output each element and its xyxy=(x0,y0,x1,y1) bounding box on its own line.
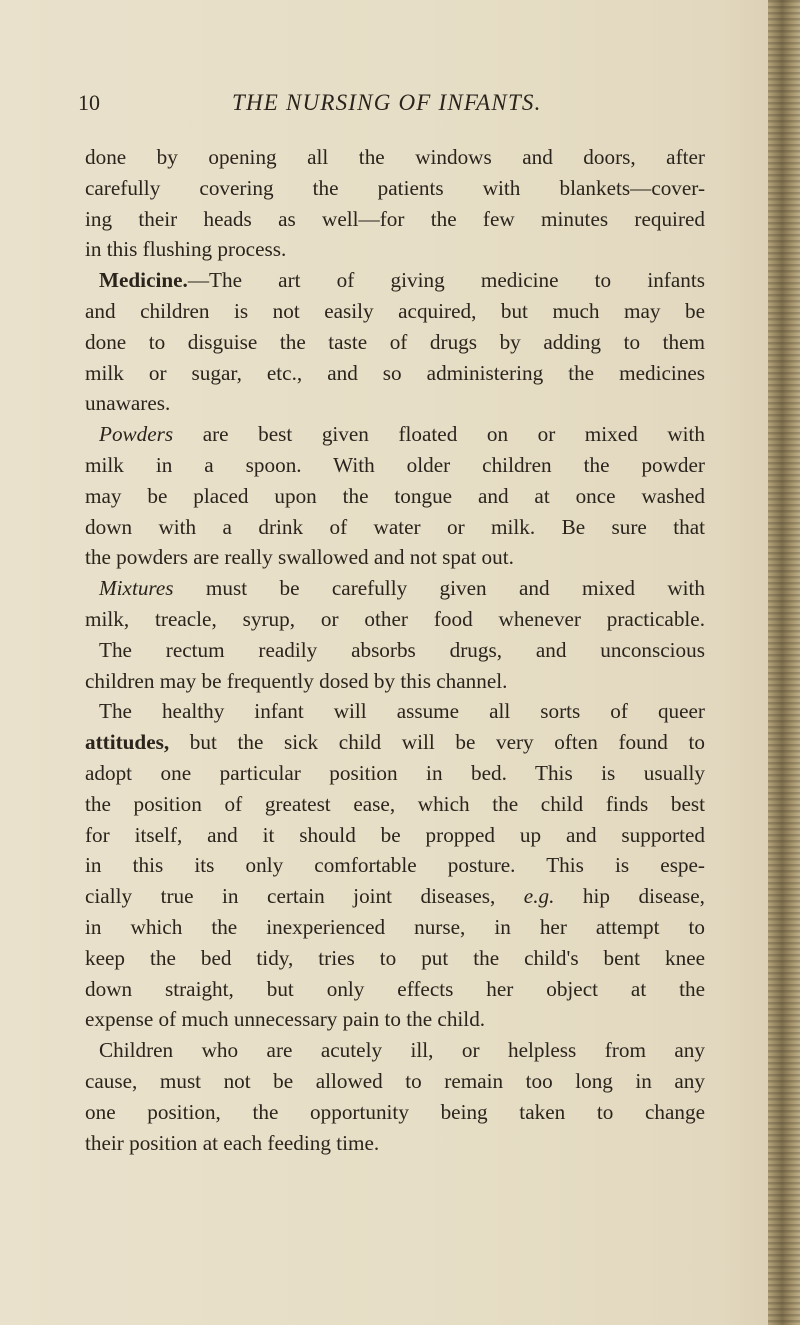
paragraph-mixtures: Mixtures must be carefully given and mixed with xyxy=(99,576,705,601)
text-line: in which the inexperienced nurse, in her attempt to xyxy=(85,914,705,939)
running-title: THE NURSING OF INFANTS. xyxy=(232,90,542,115)
text-line: cially true in certain joint diseases, e.g. hip disease, xyxy=(85,884,705,909)
text-line: may be placed upon the tongue and at once washed xyxy=(85,483,705,508)
italic-term: Powders xyxy=(99,422,174,447)
text-line: their position at each feeding time. xyxy=(85,1130,380,1155)
text-line: milk or sugar, etc., and so administering the medicines xyxy=(85,360,705,385)
paragraph-attitudes: The healthy infant will assume all sorts of queer xyxy=(99,699,705,724)
text-line: ing their heads as well—for the few minutes required xyxy=(85,206,705,231)
italic-abbrev: e.g. xyxy=(523,884,555,909)
text-line: down straight, but only effects her object at the xyxy=(85,976,705,1001)
text-line: for itself, and it should be propped up and supported xyxy=(85,822,705,847)
text-line: down with a drink of water or milk. Be sure that xyxy=(85,514,705,539)
text-line: attitudes, but the sick child will be very often found to xyxy=(85,730,705,755)
text-line: keep the bed tidy, tries to put the child's bent knee xyxy=(85,945,705,970)
text-line: in this its only comfortable posture. This is espe- xyxy=(85,853,705,878)
text-line: and children is not easily acquired, but much may be xyxy=(85,298,705,323)
page-header xyxy=(78,90,718,124)
side-heading: attitudes, xyxy=(85,730,170,755)
text-line: expense of much unnecessary pain to the child. xyxy=(85,1007,486,1032)
italic-term: Mixtures xyxy=(99,576,174,601)
text-line: the powders are really swallowed and not spat out. xyxy=(85,545,514,570)
text-line: carefully covering the patients with blankets—cover- xyxy=(85,175,705,200)
text-line: the position of greatest ease, which the child finds best xyxy=(85,791,705,816)
text-line: one position, the opportunity being taken to change xyxy=(85,1099,705,1124)
side-heading: Medicine. xyxy=(99,268,188,293)
text-line: children may be frequently dosed by this channel. xyxy=(85,668,508,693)
paragraph-medicine: Medicine.—The art of giving medicine to infants xyxy=(99,268,705,293)
text-line: in this flushing process. xyxy=(85,237,287,262)
body-text xyxy=(85,142,705,1158)
text-line: done by opening all the windows and doors, after xyxy=(85,145,705,169)
paragraph-powders: Powders are best given floated on or mixed with xyxy=(99,422,705,447)
text-line: adopt one particular position in bed. This is usually xyxy=(85,760,705,785)
page-number: 10 xyxy=(78,90,100,115)
text-line: milk in a spoon. With older children the powder xyxy=(85,452,705,477)
text-line: The rectum readily absorbs drugs, and unconscious xyxy=(99,637,705,662)
page-edge-shadow xyxy=(768,0,800,1325)
text-line: done to disguise the taste of drugs by adding to them xyxy=(85,329,705,354)
text-line: cause, must not be allowed to remain too long in any xyxy=(85,1068,705,1093)
text-line: milk, treacle, syrup, or other food whenever practicable. xyxy=(85,606,705,631)
text-line: unawares. xyxy=(85,391,171,416)
paragraph-children: Children who are acutely ill, or helpless from any xyxy=(99,1038,705,1063)
